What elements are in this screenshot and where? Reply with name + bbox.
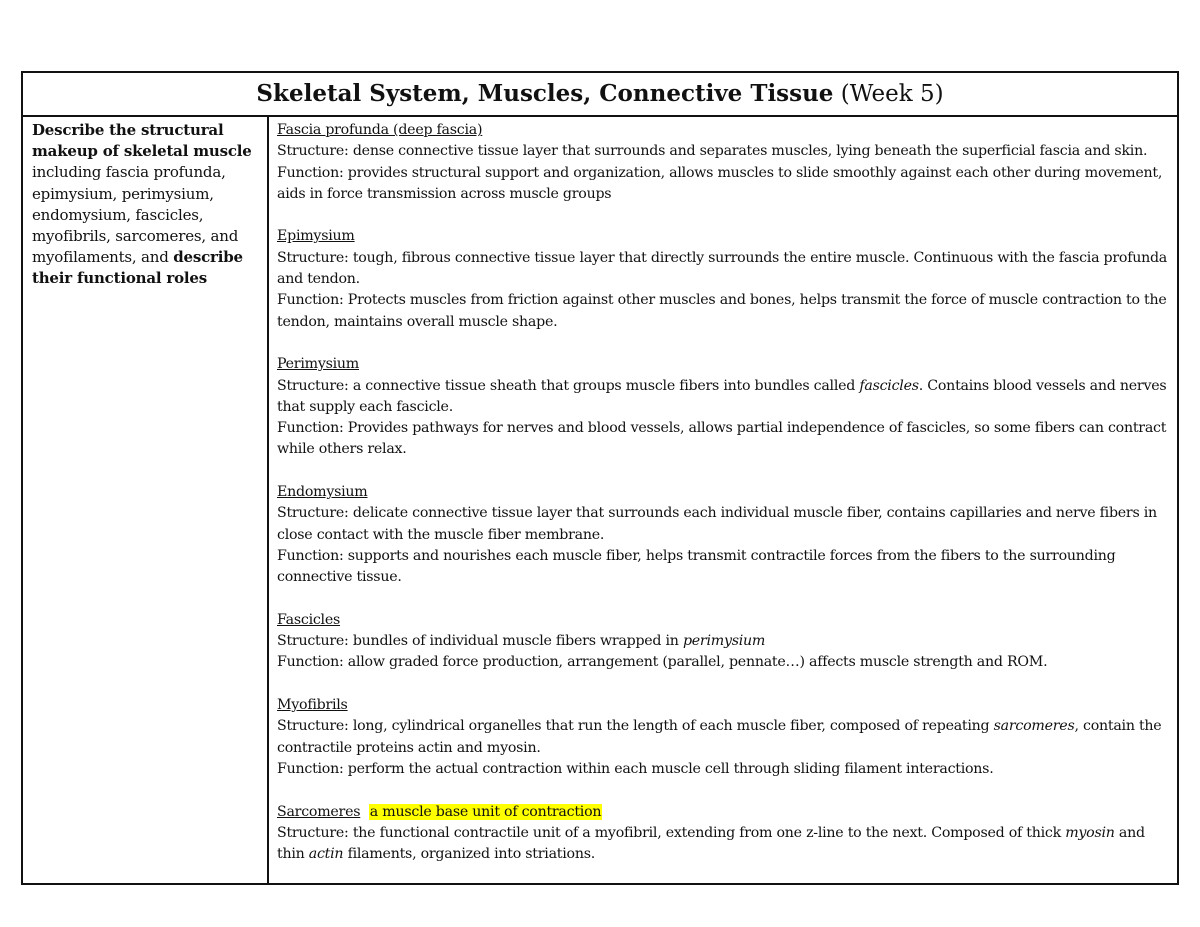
structure-term: sarcomeres bbox=[993, 718, 1075, 735]
table-title bbox=[23, 73, 1177, 117]
section-heading: Myofibrils bbox=[277, 697, 348, 714]
section-fascia-profunda bbox=[277, 120, 1167, 205]
function-text: Function: Protects muscles from friction against other muscles and bones, helps transmit the force of muscle contraction to the tendon, maintains overall muscle shape. bbox=[277, 292, 1167, 330]
section-heading-row bbox=[277, 802, 1167, 823]
structure-text: Structure: delicate connective tissue layer that surrounds each individual muscle fiber, contains capillaries and nerve fibers in close contact with the muscle fiber membrane. bbox=[277, 505, 1157, 543]
structure-term: actin bbox=[308, 846, 344, 863]
structure-term: myosin bbox=[1065, 824, 1115, 841]
structure-text: Structure: dense connective tissue layer that surrounds and separates muscles, lying beneath the superficial fascia and skin. bbox=[277, 143, 1148, 160]
function-text: Function: perform the actual contraction within each muscle cell through sliding filament interactions. bbox=[277, 760, 994, 777]
answer-cell bbox=[269, 117, 1177, 883]
section-myofibrils bbox=[277, 695, 1167, 780]
structure-text-part: and thin bbox=[277, 824, 1145, 863]
section-endomysium bbox=[277, 482, 1167, 588]
structure-text-part: filaments, organized into striations. bbox=[343, 846, 595, 863]
section-sarcomeres bbox=[277, 802, 1167, 866]
structure-text bbox=[277, 823, 1167, 866]
structure-text-part: Structure: a connective tissue sheath that groups muscle fibers into bundles called bbox=[277, 377, 860, 394]
section-epimysium bbox=[277, 226, 1167, 332]
title-week: (Week 5) bbox=[840, 81, 944, 107]
highlighted-note: a muscle base unit of contraction bbox=[369, 803, 602, 820]
structure-text-part: . Contains blood vessels and nerves that supply each fascicle. bbox=[277, 377, 1167, 415]
structure-term: perimysium bbox=[682, 633, 766, 650]
function-text: Function: allow graded force production, arrangement (parallel, pennate…) affects muscle strength and ROM. bbox=[277, 654, 1048, 671]
structure-text-part: Structure: the functional contractile unit of a myofibril, extending from one z-line to the next. Composed of thick bbox=[277, 824, 1066, 841]
structure-term: fascicles bbox=[859, 377, 919, 394]
section-heading: Fascicles bbox=[277, 611, 341, 628]
prompt-bold-outro: describe their functional roles bbox=[32, 248, 243, 288]
function-text: Function: supports and nourishes each muscle fiber, helps transmit contractile forces from the fibers to the surrounding connective tissue. bbox=[277, 547, 1116, 586]
section-perimysium bbox=[277, 354, 1167, 460]
prompt-list: including fascia profunda, epimysium, perimysium, endomysium, fascicles, myofibrils, sarcomeres, and myofilaments, and bbox=[32, 163, 239, 267]
structure-text bbox=[277, 716, 1167, 759]
structure-text bbox=[277, 376, 1167, 419]
structure-text bbox=[277, 631, 1167, 652]
section-heading: Perimysium bbox=[277, 356, 360, 373]
section-heading: Sarcomeres bbox=[277, 803, 361, 820]
function-text: Function: Provides pathways for nerves and blood vessels, allows partial independence of fascicles, so some fibers can contract while others relax. bbox=[277, 420, 1167, 458]
section-fascicles bbox=[277, 610, 1167, 674]
prompt-cell bbox=[23, 117, 269, 883]
section-heading: Fascia profunda (deep fascia) bbox=[277, 122, 483, 138]
prompt-bold-intro: Describe the structural makeup of skeletal muscle bbox=[32, 121, 252, 161]
function-text: Function: provides structural support and organization, allows muscles to slide smoothly against each other during movement, aids in force transmission across muscle groups bbox=[277, 164, 1163, 202]
structure-text-part: Structure: long, cylindrical organelles that run the length of each muscle fiber, composed of repeating bbox=[277, 718, 994, 735]
notes-table bbox=[21, 71, 1179, 885]
structure-text: Structure: tough, fibrous connective tissue layer that directly surrounds the entire muscle. Continuous with the fascia profunda and tendon. bbox=[277, 249, 1168, 288]
title-main: Skeletal System, Muscles, Connective Tissue bbox=[256, 80, 834, 107]
section-heading: Endomysium bbox=[277, 484, 368, 501]
section-heading: Epimysium bbox=[277, 228, 355, 245]
structure-text-part: Structure: bundles of individual muscle fibers wrapped in bbox=[277, 633, 683, 650]
structure-text-part: , contain the contractile proteins actin and myosin. bbox=[277, 718, 1162, 756]
